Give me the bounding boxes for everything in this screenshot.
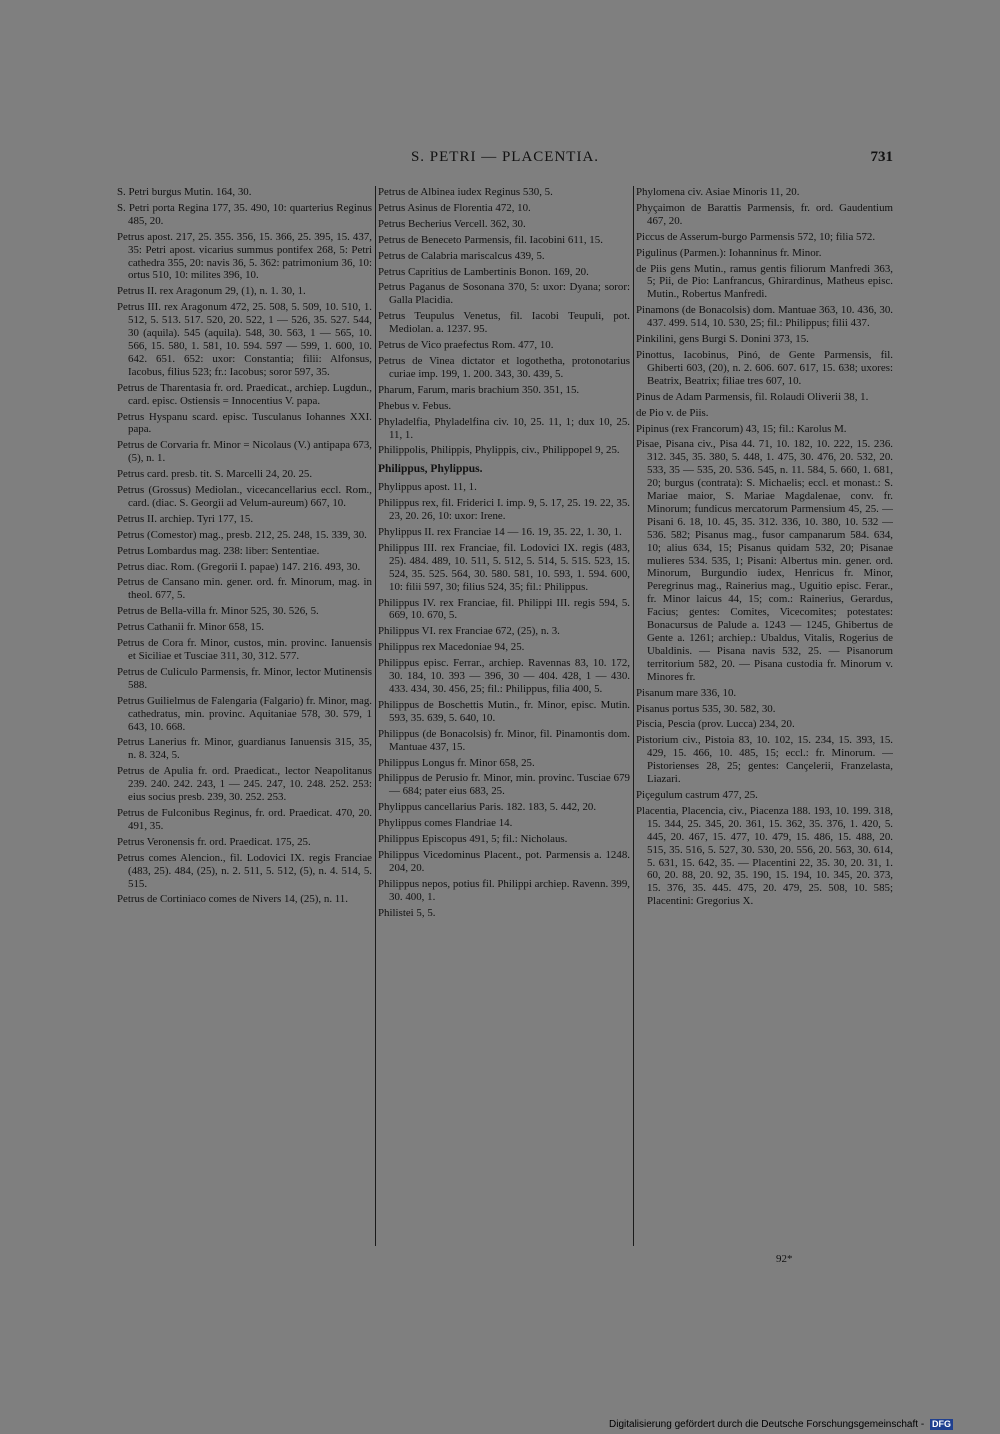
- index-entry: de Pio v. de Piis.: [636, 406, 709, 419]
- index-entry: Petrus apost. 217, 25. 355. 356, 15. 366, 25. 395, 15. 437, 35: Petri apost. vicarius summus pontifex 268, 5: Petri cathedra 355, 20: navis 36, 5. 362: patrimonium 36, 10: ortus 510, 10: milites 396, 10.: [117, 230, 372, 282]
- index-entry: Petrus Teupulus Venetus, fil. Iacobi Teupuli, pot. Mediolan. a. 1237. 95.: [378, 310, 630, 336]
- index-column-1: [117, 186, 372, 1248]
- index-entry: Petrus de Fulconibus Reginus, fr. ord. Praedicat. 470, 20. 491, 35.: [117, 806, 372, 832]
- running-head: S. PETRI — PLACENTIA.: [410, 149, 600, 165]
- column-divider: [375, 186, 376, 1246]
- index-entry: Philippus de Boschettis Mutin., fr. Minor, episc. Mutin. 593, 35. 639, 5. 640, 10.: [378, 698, 630, 724]
- column-divider: [633, 186, 634, 1246]
- index-entry: Petrus II. rex Aragonum 29, (1), n. 1. 30, 1.: [117, 285, 306, 298]
- index-entry: Placentia, Placencia, civ., Piacenza 188. 193, 10. 199. 318, 15. 344, 25. 345, 20. 361, 15. 362, 35. 376, 1. 420, 5. 445, 20. 467, 15. 477, 10. 479, 15. 486, 15. 488, 20. 515, 35. 516, 5. 527, 30. 530, 20. 556, 20. 563, 30. 614, 5. 631, 15. 642, 35. — Placentini 22, 35. 30, 20. 31, 1. 60, 20. 88, 20. 92, 35. 190, 15. 194, 10. 345, 20. 373, 15. 376, 35. 445. 475, 20. 479, 25. 508, 10. 585; Placentini: Gregorius X.: [636, 804, 893, 908]
- index-entry: Phylomena civ. Asiae Minoris 11, 20.: [636, 186, 800, 198]
- index-entry: Petrus de Culiculo Parmensis, fr. Minor, lector Mutinensis 588.: [117, 665, 372, 691]
- page-header: [117, 149, 893, 171]
- index-entry: Philippus IV. rex Franciae, fil. Philippi III. regis 594, 5. 669, 10. 670, 5.: [378, 596, 630, 622]
- index-entry: Petrus de Corvaria fr. Minor = Nicolaus (V.) antipapa 673, (5), n. 1.: [117, 439, 372, 465]
- index-entry: Pharum, Farum, maris brachium 350. 351, 15.: [378, 383, 580, 396]
- index-entry: Philippus (de Bonacolsis) fr. Minor, fil. Pinamontis dom. Mantuae 437, 15.: [378, 727, 630, 753]
- funding-footer: [609, 1419, 953, 1430]
- index-entry: Petrus (Grossus) Mediolan., vicecancellarius eccl. Rom., card. (diac. S. Georgii ad Velum-aureum) 667, 10.: [117, 484, 372, 509]
- index-entry: Pisanus portus 535, 30. 582, 30.: [636, 702, 776, 715]
- index-entry: Phylippus cancellarius Paris. 182. 183, 5. 442, 20.: [378, 801, 597, 814]
- index-entry: Philippus Episcopus 491, 5; fil.: Nicholaus.: [378, 833, 568, 846]
- index-entry: Philippus episc. Ferrar., archiep. Ravennas 83, 10. 172, 30. 184, 10. 393 — 396, 30 — 404. 428, 1 — 430. 433. 434, 30. 456, 25; fil.: Philippus, filia 400, 5.: [378, 657, 630, 695]
- index-entry: Petrus de Cortiniaco comes de Nivers 14, (25), n. 11.: [117, 893, 348, 906]
- index-entry: Petrus Asinus de Florentia 472, 10.: [378, 201, 531, 214]
- index-entry: Petrus de Cansano min. gener. ord. fr. Minorum, mag. in theol. 677, 5.: [117, 576, 372, 602]
- index-entry: Pistorium civ., Pistoia 83, 10. 102, 15. 234, 15. 393, 15. 429, 15. 466, 10. 485, 15; eccl.: fr. Minorum. — Pistorienses 28, 25; gentes: Cançelerii, Franzelasta, Liazari.: [636, 734, 893, 786]
- index-section-heading: Philippus, Phylippus.: [378, 463, 483, 476]
- index-column-2: [378, 186, 630, 1248]
- dfg-logo: DFG: [931, 1419, 951, 1429]
- index-entry: Petrus de Bella-villa fr. Minor 525, 30. 526, 5.: [117, 605, 319, 618]
- index-entry: Philippus rex Macedoniae 94, 25.: [378, 641, 525, 654]
- index-entry: Pinkilini, gens Burgi S. Donini 373, 15.: [636, 333, 809, 346]
- index-entry: Philippus VI. rex Franciae 672, (25), n. 3.: [378, 625, 560, 638]
- index-entry: Piçegulum castrum 477, 25.: [636, 788, 758, 801]
- index-entry: Piscia, Pescia (prov. Lucca) 234, 20.: [636, 718, 795, 731]
- index-entry: Phyladelfia, Phyladelfina civ. 10, 25. 11, 1; dux 10, 25. 11, 1.: [378, 415, 630, 441]
- index-entry: Philippus III. rex Franciae, fil. Lodovici IX. regis (483, 25). 484. 489, 10. 511, 5. 512, 5. 514, 5. 515. 523, 15. 524, 35. 525. 564, 30. 580. 581, 10. 593, 1. 594. 600, 10: filii 597, 30; filius 524, 35; fil.: Philippus.: [378, 541, 630, 593]
- index-entry: Pinamons (de Bonacolsis) dom. Mantuae 363, 10. 436, 30. 437. 499. 514, 10. 530, 25; fil.: Philippus; filii 437.: [636, 304, 893, 330]
- index-entry: Petrus card. presb. tit. S. Marcelli 24, 20. 25.: [117, 468, 313, 481]
- index-column-3: [636, 186, 893, 1248]
- index-entry: Petrus Guilielmus de Falengaria (Falgario) fr. Minor, mag. cathedratus, min. provinc. Aquitaniae 578, 30. 579, 1 643, 10. 668.: [117, 694, 372, 733]
- index-entry: Pinottus, Iacobinus, Pinó, de Gente Parmensis, fil. Ghiberti 603, (20), n. 2. 606. 607. 617, 15. 638; uxores: Beatrix, Beatrix; filiae tres 607, 10.: [636, 348, 893, 387]
- index-entry: Philistei 5, 5.: [378, 906, 436, 919]
- index-entry: Philippus nepos, potius fil. Philippi archiep. Ravenn. 399, 30. 400, 1.: [378, 877, 630, 903]
- index-entry: Petrus Lanerius fr. Minor, guardianus Ianuensis 315, 35, n. 8. 324, 5.: [117, 736, 372, 762]
- index-entry: Petrus de Vico praefectus Rom. 477, 10.: [378, 339, 554, 352]
- index-entry: Petrus de Calabria mariscalcus 439, 5.: [378, 249, 545, 262]
- index-entry: Phylippus II. rex Franciae 14 — 16. 19, 35. 22, 1. 30, 1.: [378, 526, 622, 539]
- index-entry: Petrus diac. Rom. (Gregorii I. papae) 147. 216. 493, 30.: [117, 560, 361, 573]
- index-entry: S. Petri burgus Mutin. 164, 30.: [117, 186, 252, 198]
- index-entry: Petrus Lombardus mag. 238: liber: Sententiae.: [117, 544, 320, 557]
- index-entry: Philippolis, Philippis, Phylippis, civ., Philippopel 9, 25.: [378, 444, 620, 457]
- index-entry: Phebus v. Febus.: [378, 399, 452, 412]
- index-entry: Petrus II. archiep. Tyri 177, 15.: [117, 512, 254, 525]
- index-entry: Petrus comes Alencion., fil. Lodovici IX. regis Franciae (483, 25). 484, (25), n. 2. 511, 5. 512, (5), n. 4. 514, 5. 515.: [117, 851, 372, 890]
- index-entry: Petrus (Comestor) mag., presb. 212, 25. 248, 15. 339, 30.: [117, 528, 367, 541]
- index-entry: Petrus de Tharentasia fr. ord. Praedicat., archiep. Lugdun., card. episc. Ostiensis = Innocentius V. papa.: [117, 381, 372, 407]
- index-entry: Phyçaimon de Barattis Parmensis, fr. ord. Gaudentium 467, 20.: [636, 201, 893, 227]
- index-entry: Petrus de Apulia fr. ord. Praedicat., lector Neapolitanus 239. 240. 242. 243, 1 — 245. 247, 10. 248. 252. 253: eius socius presb. 239, 30. 252. 253.: [117, 765, 372, 804]
- index-entry: Pisae, Pisana civ., Pisa 44. 71, 10. 182, 10. 222, 15. 236. 312. 345, 35. 380, 5. 448, 1. 475, 30. 476, 20. 532, 20. 533, 35 — 535, 20. 536. 545, n. 11. 584, 5. 660, 1. 681, 20; burgus (contrata): S. Michaelis; eccl. et monast.: S. Mariae maior, S. Mariae Magdalenae, conv. fr. Minorum; fundicus mercatorum Parmensium 45, 25. — Pisani 6. 18, 10. 45, 35. 312. 336, 10. 380, 10. 532 — 536. 582; Pisanus mag., fusor campanarum 584. 634, 10; alius 634, 15; Pisanus quidam 532, 20; Pisanae mulieres 534. 535, 1; Pisani: Albertus min. gener. ord. Minorum, Burgundio iudex, Henricus fr. Minor, Peregrinus mag., Rainerius mag., Uguitio episc. Ferar., fr. Minor laicus 44, 15; com.: Rainerius, Gerardus, Facius; gentes: Comites, Vicecomites; potestates: Bonacursus de Palude a. 1243 — 1245, Ghibertus de Gente a. 1261; archiep.: Ubaldus, Vitalis, Rogerius de Ubaldinis. — Pisana navis 532, 25. — Pisanorum territorium 582, 20. — Pisana custodia fr. Minorum v. Minores fr.: [636, 438, 893, 683]
- sheet-signature: 92*: [776, 1253, 793, 1265]
- index-entry: Pisanum mare 336, 10.: [636, 686, 737, 699]
- index-entry: Petrus Becherius Vercell. 362, 30.: [378, 217, 526, 230]
- index-entry: Petrus Hyspanu scard. episc. Tusculanus Iohannes XXI. papa.: [117, 410, 372, 436]
- footer-text: Digitalisierung gefördert durch die Deutsche Forschungsgemeinschaft -: [609, 1419, 925, 1430]
- index-entry: de Piis gens Mutin., ramus gentis filiorum Manfredi 363, 5; Pii, de Pio: Lanfrancus, Ghirardinus, Matheus episc. Mutin., Robertus Manfredi.: [636, 262, 893, 301]
- index-entry: Petrus de Beneceto Parmensis, fil. Iacobini 611, 15.: [378, 233, 603, 246]
- index-entry: Philippus Vicedominus Placent., pot. Parmensis a. 1248. 204, 20.: [378, 848, 630, 874]
- index-entry: Phylippus comes Flandriae 14.: [378, 817, 513, 830]
- index-entry: Petrus Paganus de Sosonana 370, 5: uxor: Dyana; soror: Galla Placidia.: [378, 281, 630, 307]
- index-entry: Piccus de Asserum-burgo Parmensis 572, 10; filia 572.: [636, 230, 876, 243]
- page-number: 731: [870, 149, 893, 165]
- index-entry: Petrus de Cora fr. Minor, custos, min. provinc. Ianuensis et Siciliae et Tusciae 311, 30, 312. 577.: [117, 637, 372, 662]
- index-entry: Petrus de Albinea iudex Reginus 530, 5.: [378, 186, 553, 198]
- index-entry: Petrus Capritius de Lambertinis Bonon. 169, 20.: [378, 265, 589, 278]
- index-entry: Pipinus (rex Francorum) 43, 15; fil.: Karolus M.: [636, 422, 847, 435]
- index-entry: Petrus III. rex Aragonum 472, 25. 508, 5. 509, 10. 510, 1. 512, 5. 513. 517. 520, 20. 522, 1 — 526, 35. 527. 544, 30 (aquila). 545 (aquila). 548, 30. 563, 1 — 565, 10. 566, 15. 580, 1. 581, 10. 594. 597 — 599, 1. 600, 10. 642. 651. 652: uxor: Constantia; filii: Alfonsus, Iacobus, filius 523; fr.: Iacobus; soror 597, 35.: [117, 301, 372, 378]
- index-entry: Philippus de Perusio fr. Minor, min. provinc. Tusciae 679 — 684; pater eius 683, 25.: [378, 772, 630, 798]
- index-entry: Pinus de Adam Parmensis, fil. Rolaudi Oliverii 38, 1.: [636, 390, 869, 403]
- index-entry: Phylippus apost. 11, 1.: [378, 481, 477, 494]
- index-entry: Pigulinus (Parmen.): Iohanninus fr. Minor.: [636, 246, 822, 259]
- index-entry: Petrus de Vinea dictator et logothetha, protonotarius curiae imp. 199, 1. 200. 343, 30. 439, 5.: [378, 354, 630, 380]
- index-entry: Petrus Cathanii fr. Minor 658, 15.: [117, 621, 265, 634]
- index-entry: Petrus Veronensis fr. ord. Praedicat. 175, 25.: [117, 835, 311, 848]
- index-entry: Philippus Longus fr. Minor 658, 25.: [378, 756, 535, 769]
- index-entry: S. Petri porta Regina 177, 35. 490, 10: quarterius Reginus 485, 20.: [117, 201, 372, 227]
- index-entry: Philippus rex, fil. Friderici I. imp. 9, 5. 17, 25. 19. 22, 35. 23, 20. 26, 10: uxor: Irene.: [378, 497, 630, 523]
